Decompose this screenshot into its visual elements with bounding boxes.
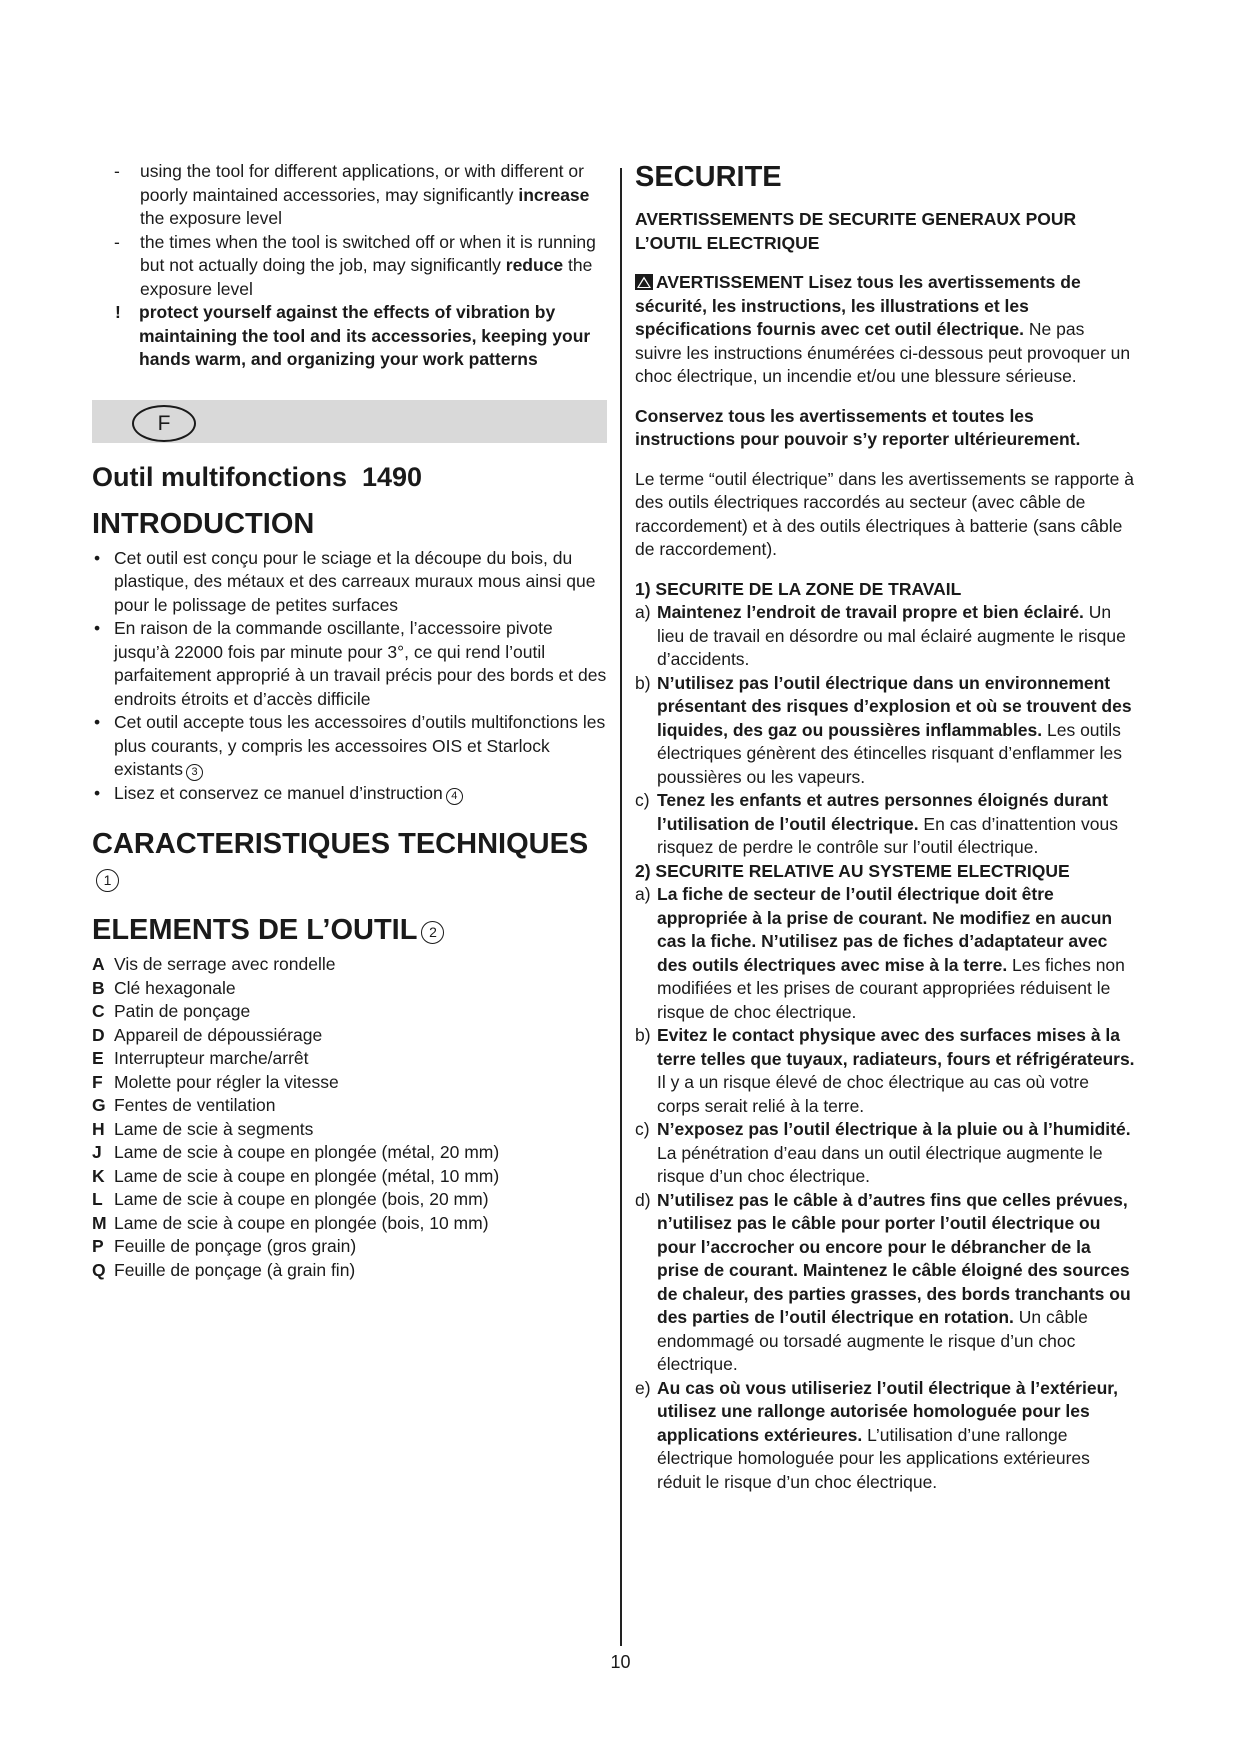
list-item: M Lame de scie à coupe en plongée (bois, 10 mm) <box>92 1212 489 1233</box>
vibration-protect-note: ! protect yourself against the effects of vibration by maintaining the tool and its accessories, keeping your hands warm, and organizing your work patterns <box>115 302 591 369</box>
warning-icon <box>635 274 653 290</box>
list-item: P Feuille de ponçage (gros grain) <box>92 1236 357 1256</box>
list-item: E Interrupteur marche/arrêt <box>92 1048 309 1068</box>
list-item: • Cet outil accepte tous les accessoires d’outils multifonctions les plus courants, y compris les accessoires OIS et Starlock existants 3 <box>94 712 606 779</box>
list-item: c) Tenez les enfants et autres personnes éloignés durant l’utilisation de l’outil électrique. En cas d’inattention vous risquez de perdre le contrôle sur l’outil électrique. <box>635 790 1118 857</box>
introduction-heading: INTRODUCTION <box>92 507 315 540</box>
tool-elements-heading: ELEMENTS DE L’OUTIL 2 <box>92 913 607 947</box>
list-item: H Lame de scie à segments <box>92 1118 314 1139</box>
language-badge: F <box>132 405 196 442</box>
list-item: c) N’exposez pas l’outil électrique à la pluie ou à l’humidité. La pénétration d’eau dans un outil électrique augmente le risque d’un choc électrique. <box>635 1119 1131 1186</box>
figure-ref: 1 <box>96 869 119 892</box>
dash-item-reduce: - the times when the tool is switched off or when it is running but not actually doing the job, may significantly reduce the exposure level <box>114 231 596 299</box>
right-column <box>635 160 1135 1494</box>
vibration-notes <box>92 160 607 372</box>
language-bar <box>92 400 607 443</box>
product-title: Outil multifonctions 1490 <box>92 461 423 492</box>
list-item: D Appareil de dépoussiérage <box>92 1024 323 1045</box>
figure-ref: 3 <box>186 764 203 781</box>
list-item: K Lame de scie à coupe en plongée (métal, 10 mm) <box>92 1165 500 1186</box>
left-column <box>92 160 607 1282</box>
list-item: • Cet outil est conçu pour le sciage et la découpe du bois, du plastique, des métaux et des carreaux muraux mous ainsi que pour le polissage de petites surfaces <box>94 547 596 615</box>
column-divider <box>620 168 622 1646</box>
list-item: e) Au cas où vous utiliseriez l’outil électrique à l’extérieur, utilisez une rallonge autorisée homologuée pour les applications extérieures. L’utilisation d’une rallonge électrique homologuée pour les applications extérieures réduit le risque d’un choc électrique. <box>635 1377 1118 1492</box>
list-item: b) Evitez le contact physique avec des surfaces mises à la terre telles que tuyaux, radiateurs, fours et réfrigérateurs. Il y a un risque élevé de choc électrique au cas où votre corps serait relié à la terre. <box>635 1025 1135 1116</box>
list-item: d) N’utilisez pas le câble à d’autres fins que celles prévues, n’utilisez pas le câble pour porter l’outil électrique ou pour l’accrocher ou encore pour le débrancher de la prise de courant. Maintenez le câble éloigné des sources de chaleur, des parties grasses, des bords tranchants ou des parties de l’outil électrique en rotation. Un câble endommagé ou torsadé augmente le risque d’un choc électrique. <box>635 1189 1131 1374</box>
list-item: a) Maintenez l’endroit de travail propre et bien éclairé. Un lieu de travail en désordre ou mal éclairé augmente le risque d’accidents. <box>635 602 1126 669</box>
list-item: C Patin de ponçage <box>92 1001 251 1021</box>
tech-specs-heading: CARACTERISTIQUES TECHNIQUES1 <box>92 827 607 895</box>
figure-ref: 4 <box>446 788 463 805</box>
general-warnings-heading: AVERTISSEMENTS DE SECURITE GENERAUX POUR L’OUTIL ELECTRIQUE <box>635 209 1077 253</box>
page-number: 10 <box>610 1652 631 1672</box>
list-item: F Molette pour régler la vitesse <box>92 1071 339 1092</box>
keep-instructions-note: Conservez tous les avertissements et toutes les instructions pour pouvoir s’y reporter ultérieurement. <box>635 405 1081 449</box>
list-item: b) N’utilisez pas l’outil électrique dans un environnement présentant des risques d’explosion et où se trouvent des liquides, des gaz ou poussières inflammables. Les outils électriques génèrent des étincelles risquant d’enflammer les poussières ou les vapeurs. <box>635 672 1132 787</box>
parts-list <box>92 953 607 1282</box>
list-item: L Lame de scie à coupe en plongée (bois, 20 mm) <box>92 1189 489 1209</box>
list-item: • Lisez et conservez ce manuel d’instruction 4 <box>92 782 607 806</box>
list-item: B Clé hexagonale <box>92 977 236 998</box>
list-item: a) La fiche de secteur de l’outil électrique doit être appropriée à la prise de courant. Ne modifiez en aucun cas la fiche. N’utilisez pas de fiches d’adaptateur avec des outils électriques avec mise à la terre. Les fiches non modifiées et les prises de courant appropriées réduisent le risque de choc électrique. <box>635 884 1125 1022</box>
list-item: J Lame de scie à coupe en plongée (métal, 20 mm) <box>92 1142 500 1162</box>
list-item: A Vis de serrage avec rondelle <box>92 954 336 974</box>
figure-ref: 2 <box>421 921 444 944</box>
section-1-title: 1) SECURITE DE LA ZONE DE TRAVAIL <box>635 578 962 599</box>
warning-paragraph: AVERTISSEMENT Lisez tous les avertissements de sécurité, les instructions, les illustrations et les spécifications fournis avec cet outil électrique. Ne pas suivre les instructions énumérées ci-dessous peut provoquer un choc électrique, un incendie et/ou une blessure sérieuse. <box>635 272 1131 386</box>
section-2-title: 2) SECURITE RELATIVE AU SYSTEME ELECTRIQUE <box>635 860 1070 881</box>
term-definition: Le terme “outil électrique” dans les avertissements se rapporte à des outils électriques raccordés au secteur (avec câble de raccordement) et à des outils électriques à batterie (sans câble de raccordement). <box>635 468 1134 559</box>
safety-heading: SECURITE <box>635 161 782 193</box>
dash-item-increase: - using the tool for different applications, or with different or poorly maintained accessories, may significantly increase the exposure level <box>114 161 590 228</box>
introduction-list <box>92 547 607 806</box>
list-item: Q Feuille de ponçage (à grain fin) <box>92 1259 356 1280</box>
list-item: G Fentes de ventilation <box>92 1095 276 1115</box>
list-item: • En raison de la commande oscillante, l’accessoire pivote jusqu’à 22000 fois par minute pour 3°, ce qui rend l’outil parfaitement approprié à un travail précis pour des bords et des endroits étroits et d’accès difficile <box>94 618 607 709</box>
